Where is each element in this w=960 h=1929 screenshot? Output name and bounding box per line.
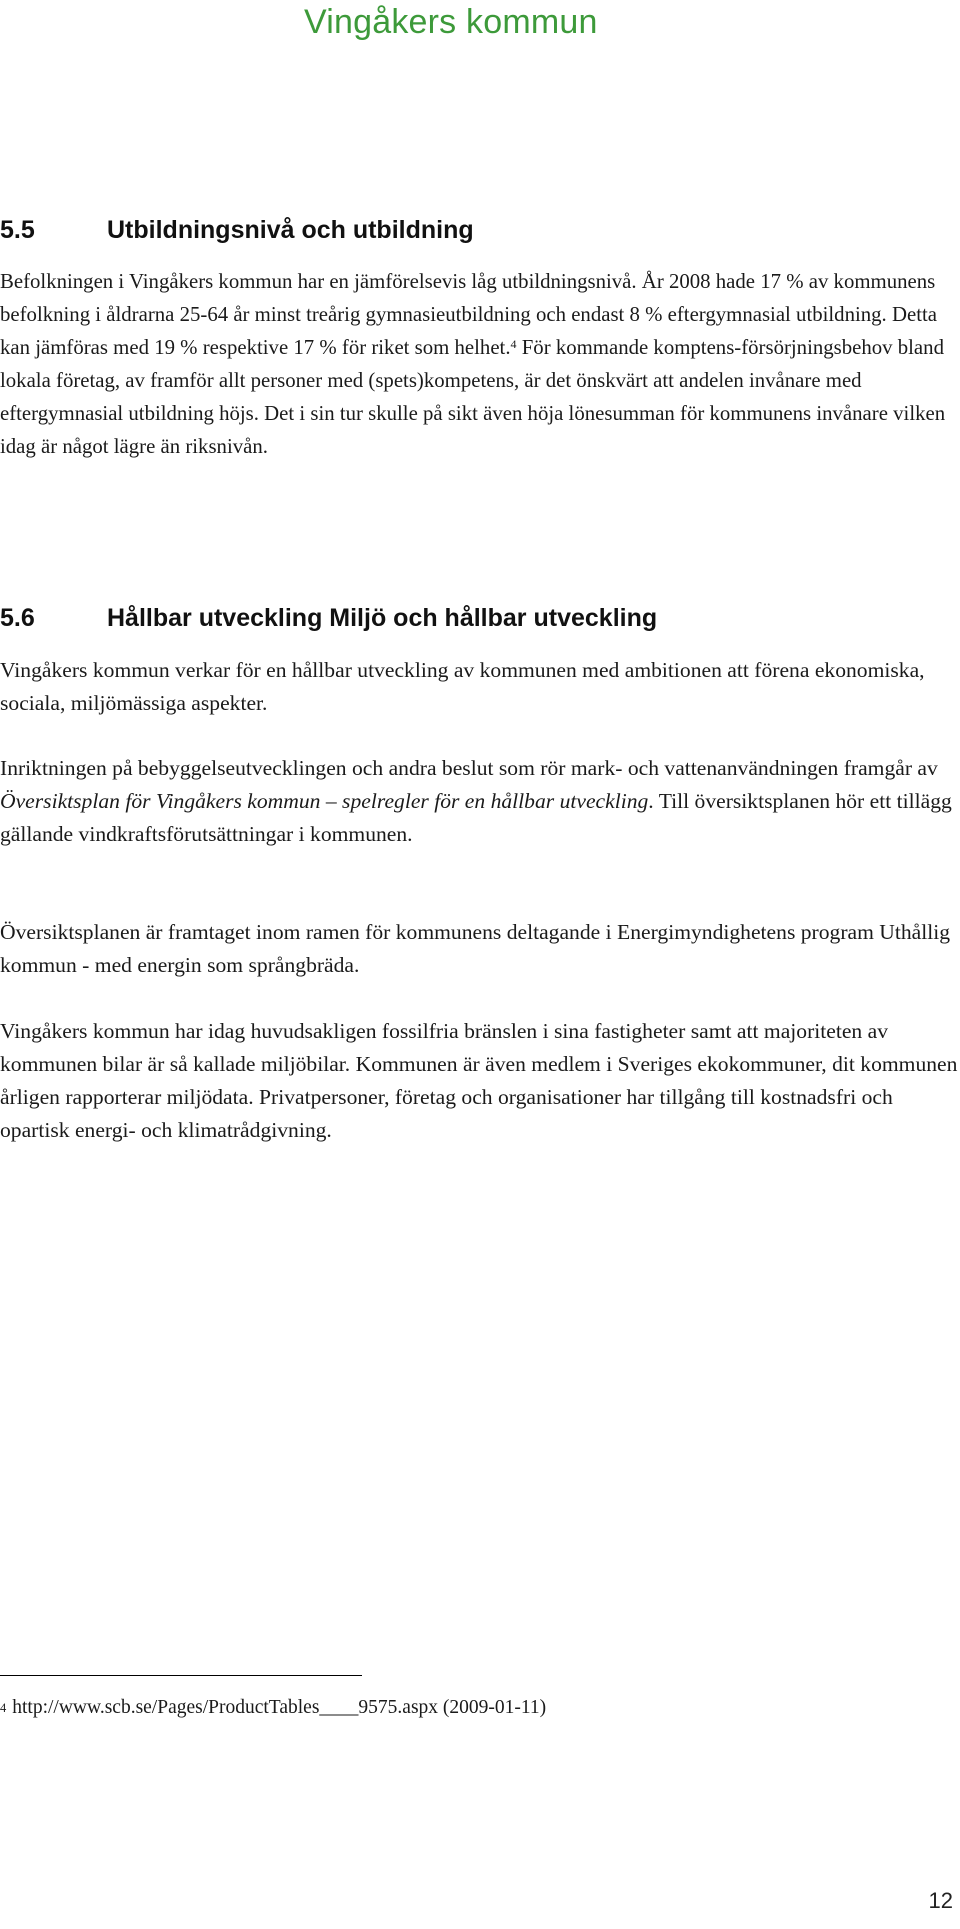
footnote-text: http://www.scb.se/Pages/ProductTables____9575.aspx (2009-01-11) — [12, 1697, 547, 1718]
footnote-reference: 4 — [510, 337, 517, 351]
section-5-6-para2 — [0, 752, 960, 851]
section-5-6 — [0, 604, 960, 633]
section-5-6-body — [0, 654, 960, 720]
paragraph-text: För kommande komptens-försörjningsbehov bland lokala företag, av framför allt personer med (spets)kompetens, är det önskvärt att andelen invånare med eftergymnasial utbildning höjs. Det i sin tur skulle på sikt även höja lönesumman för kommunens invånare vilken idag är något lägre än riksnivån. — [0, 336, 946, 458]
document-title-reference: Översiktsplan för Vingåkers kommun – spelregler för en hållbar utveckling — [0, 789, 649, 813]
footnote-number: 4 — [0, 1701, 7, 1715]
page-number: 12 — [928, 1888, 953, 1913]
page-header-org-name: Vingåkers kommun — [304, 3, 598, 41]
paragraph: Vingåkers kommun verkar för en hållbar utveckling av kommunen med ambitionen att förena ekonomiska, sociala, miljömässiga aspekter. — [0, 658, 925, 715]
section-5-6-para3 — [0, 916, 960, 982]
section-5-5-body — [0, 265, 960, 463]
footnote-separator — [0, 1675, 362, 1676]
paragraph-text: . Till översiktsplanen hör ett tillägg gällande vindkraftsförutsättningar i kommunen. — [0, 789, 952, 846]
paragraph-text: Inriktningen på bebyggelseutvecklingen och andra beslut som rör mark- och vattenanvändningen framgår av — [0, 756, 938, 780]
paragraph-text: Befolkningen i Vingåkers kommun har en jämförelsevis låg utbildningsnivå. År 2008 hade 17 % av kommunens befolkning i åldrarna 25-64 år minst treårig gymnasieutbildning och endast 8 % eftergymnasial utbildning. Detta kan jämföras med 19 % respektive 17 % för riket som helhet. — [0, 270, 937, 359]
section-5-6-para4 — [0, 1015, 960, 1147]
paragraph: Översiktsplanen är framtaget inom ramen för kommunens deltagande i Energimyndighetens program Uthållig kommun - med energin som språngbräda. — [0, 920, 951, 977]
paragraph — [0, 752, 960, 851]
section-heading — [0, 216, 960, 245]
section-number: 5.5 — [0, 216, 35, 244]
paragraph — [0, 265, 960, 463]
section-number: 5.6 — [0, 604, 35, 632]
section-title: Utbildningsnivå och utbildning — [107, 216, 474, 244]
paragraph: Vingåkers kommun har idag huvudsakligen fossilfria bränslen i sina fastigheter samt att majoriteten av kommunen bilar är så kallade miljöbilar. Kommunen är även medlem i Sveriges ekokommuner, dit kommunen årligen rapporterar miljödata. Privatpersoner, företag och organisationer har tillgång till kostnadsfri och opartisk energi- och klimatrådgivning. — [0, 1019, 958, 1142]
section-heading — [0, 604, 960, 633]
section-5-5 — [0, 216, 960, 245]
footnote — [0, 1694, 546, 1722]
section-title: Hållbar utveckling Miljö och hållbar utveckling — [107, 604, 658, 632]
